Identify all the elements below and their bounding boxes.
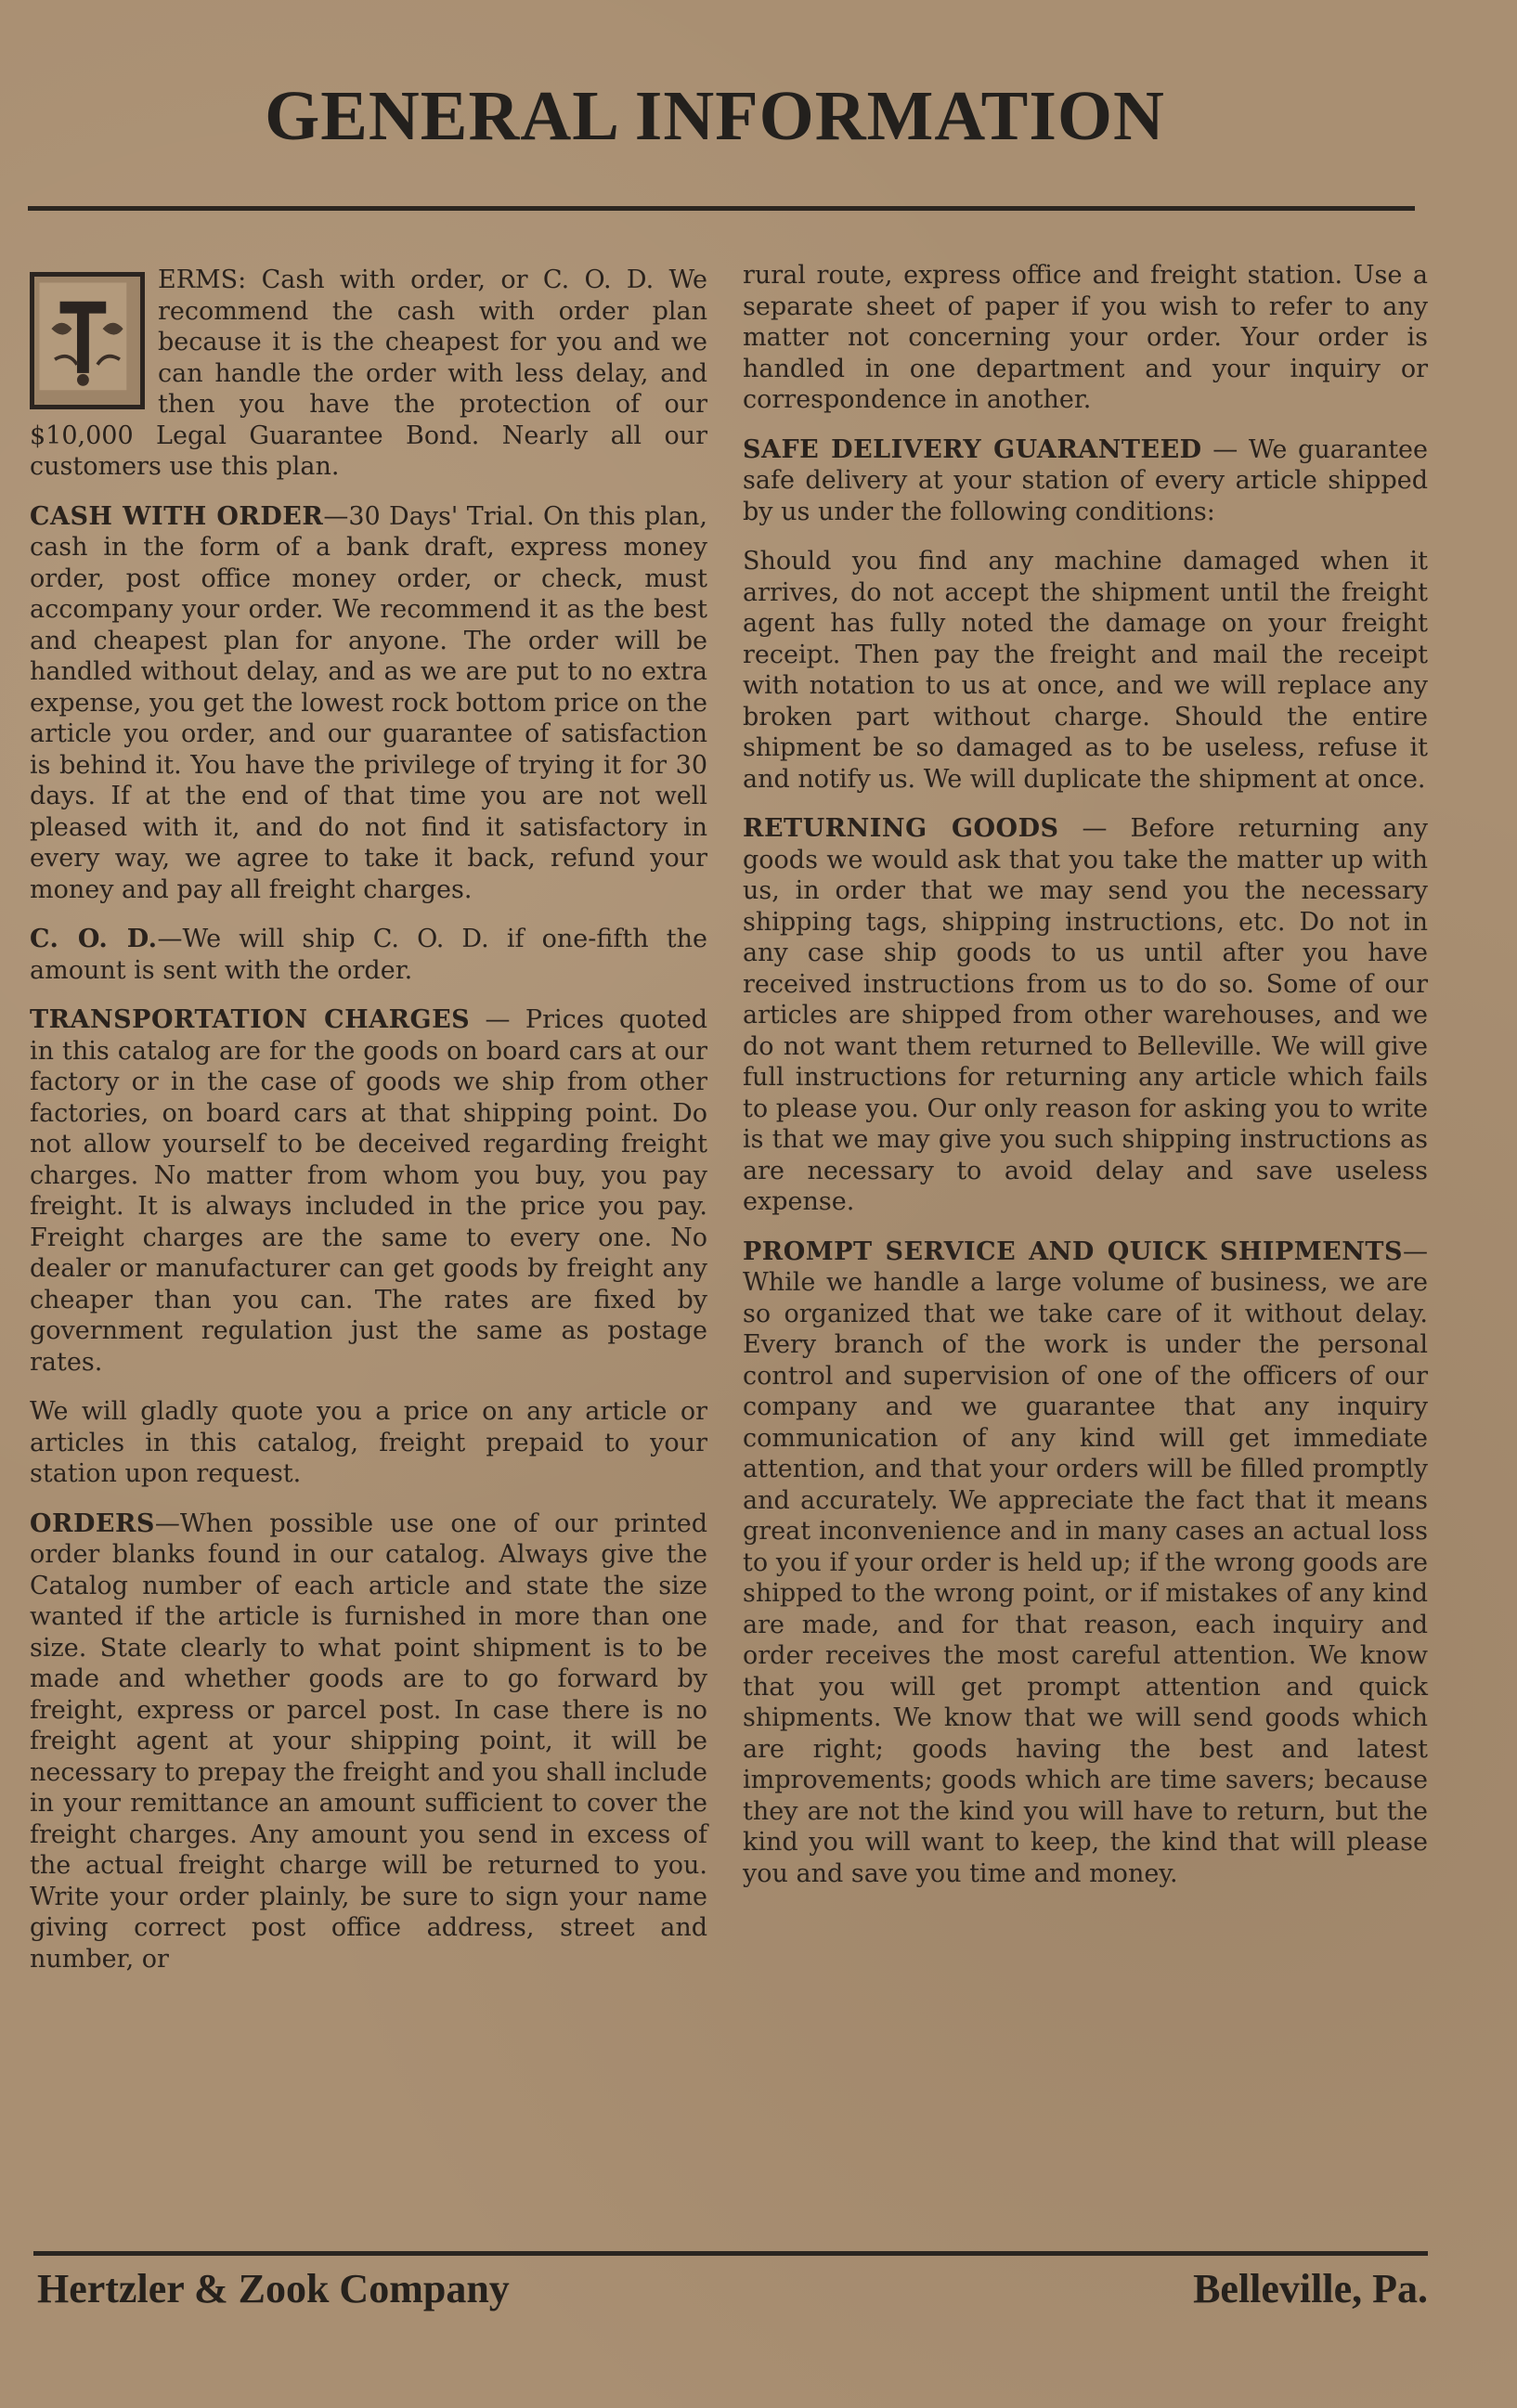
safe-paragraph — [743, 434, 1428, 528]
transport-text: — Prices quoted in this catalog are for the goods on board cars at our factory or in the case of goods we ship from other factories, on board cars at that shipping point. Do not allow yourself to be deceived regarding freight charges. No matter from whom you buy, you pay freight. It is always included in the price you pay. Freight charges are the same to every one. No dealer or manufacturer can get goods by freight any cheaper than you can. The rates are fixed by government regulation just the same as postage rates. — [30, 1005, 708, 1377]
company-name: Hertzler & Zook Company — [37, 2266, 510, 2311]
continued-paragraph: rural route, express office and freight station. Use a separate sheet of paper if you wish to refer to any matter not concerning your order. Your order is handled in one department and your inquiry or correspondence in another. — [743, 261, 1428, 414]
cash-heading: CASH WITH ORDER — [30, 501, 324, 531]
orders-heading: ORDERS — [30, 1508, 155, 1538]
returning-heading: RETURNING GOODS — [743, 814, 1059, 843]
cod-paragraph — [30, 924, 707, 986]
ornament-icon — [34, 277, 140, 405]
safe-text: — We guarantee safe delivery at your station of every article shipped by us under the following conditions: — [743, 434, 1429, 526]
terms-text: ERMS: Cash with order, or C. O. D. We recommend the cash with order plan because it is the cheapest for you and we can handle the order with less delay, and then you have the protection of our $10,000 Legal Guarantee Bond. Nearly all our customers use this plan. — [30, 265, 707, 481]
transport-paragraph — [30, 1004, 707, 1378]
transport-heading: TRANSPORTATION CHARGES — [30, 1005, 471, 1034]
left-column — [30, 265, 707, 1993]
bottom-divider — [33, 2251, 1428, 2256]
quote-paragraph: We will gladly quote you a price on any article or articles in this catalog, freight prepaid to your station upon request. — [30, 1397, 707, 1488]
terms-paragraph — [30, 265, 707, 483]
prompt-paragraph — [743, 1236, 1428, 1890]
returning-text: — Before returning any goods we would ask that you take the matter up with us, in order that we may send you the necessary shipping tags, shipping instructions, etc. Do not in any case ship goods to us until after you have received instructions from us to do so. Some of our articles are shipped from other warehouses, and we do not want them returned to Belleville. We will give full instructions for returning any article which fails to please you. Our only reason for asking you to write is that we may give you such shipping instructions as are necessary to avoid delay and save useless expense. — [743, 814, 1428, 1216]
orders-text: —When possible use one of our printed order blanks found in our catalog. Always give the Catalog number of each article and state the size wanted if the article is furnished in more than one size. State clearly to what point shipment is to be made and whether goods are to go forward by freight, express or parcel post. In case there is no freight agent at your shipping point, it will be necessary to prepay the freight and you shall include in your remittance an amount sufficient to cover the freight charges. Any amount you send in excess of the actual freight charge will be returned to you. Write your order plainly, be sure to sign your name giving correct post office address, street and number, or — [30, 1508, 707, 1974]
cash-text: —30 Days' Trial. On this plan, cash in the form of a bank draft, express money order, post office money order, or check, must accompany your order. We recommend it as the best and cheapest plan for anyone. The order will be handled without delay, and as we are put to no extra expense, you get the lowest rock bottom price on the article you order, and our guarantee of satisfaction is behind it. You have the privilege of trying it for 30 days. If at the end of that time you are not well pleased with it, and do not find it satisfactory in every way, we agree to take it back, refund your money and pay all freight charges. — [30, 501, 707, 904]
cod-heading: C. O. D. — [30, 925, 158, 953]
safe-conditions-paragraph: Should you find any machine damaged when it arrives, do not accept the shipment until the freight agent has fully noted the damage on your freight receipt. Then pay the freight and mail the receipt with notation to us at once, and we will replace any broken part without charge. Should the entire shipment be so damaged as to be useless, refuse it and notify us. We will duplicate the shipment at once. — [743, 547, 1428, 794]
company-location: Belleville, Pa. — [1193, 2266, 1428, 2311]
orders-paragraph — [30, 1508, 707, 1975]
dropcap-ornament — [30, 272, 145, 409]
returning-paragraph — [743, 813, 1428, 1218]
top-divider — [28, 206, 1415, 211]
prompt-heading: PROMPT SERVICE AND QUICK SHIPMENTS — [743, 1236, 1403, 1266]
cash-paragraph — [30, 501, 707, 906]
right-column — [743, 260, 1428, 1908]
safe-heading: SAFE DELIVERY GUARANTEED — [743, 434, 1202, 464]
prompt-text: —While we handle a large volume of business, we are so organized that we take care of it without delay. Every branch of the work is under the personal control and supervision of one of the officers of our company and we guarantee that any inquiry communication of any kind will get immediate attention, and that your orders will be filled promptly and accurately. We appreciate the fact that it means great inconvenience and in many cases an actual loss to you if your order is held up; if the wrong goods are shipped to the wrong point, or if mistakes of any kind are made, and for that reason, each inquiry and order receives the most careful attention. We know that you will get prompt attention and quick shipments. We know that we will send goods which are right; goods having the best and latest improvements; goods which are time savers; because they are not the kind you will have to return, but the kind you will want to keep, the kind that will please you and save you time and money. — [743, 1236, 1428, 1888]
page-title: GENERAL INFORMATION — [265, 77, 1165, 155]
cod-text: —We will ship C. O. D. if one-fifth the amount is sent with the order. — [30, 925, 707, 985]
